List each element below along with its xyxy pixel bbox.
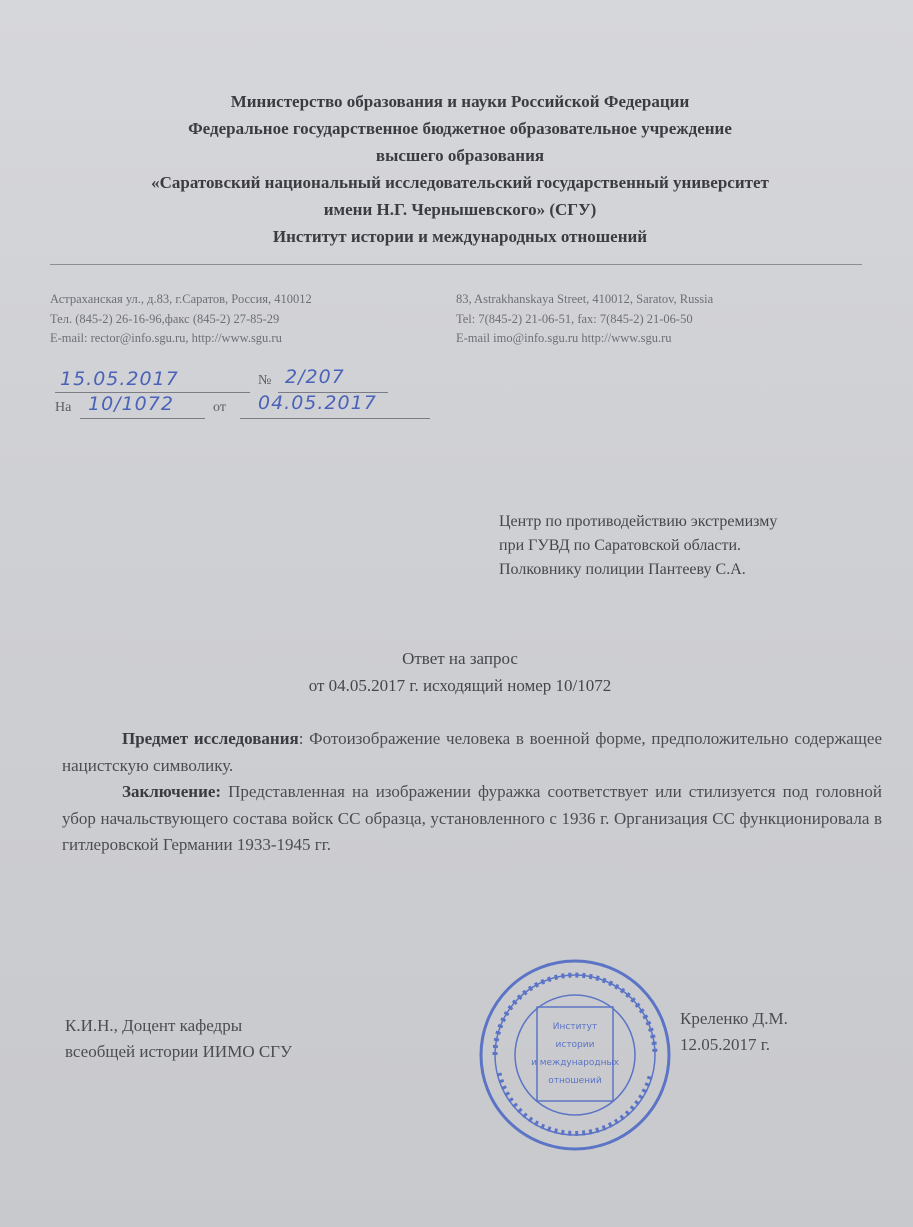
reference-number: 10/1072: [88, 393, 174, 415]
letterhead-institution-type: Федеральное государственное бюджетное образовательное учреждение: [188, 119, 732, 138]
letterhead-ministry: Министерство образования и науки Российской Федерации: [230, 92, 690, 111]
addressee-department: при ГУВД по Саратовской области.: [499, 537, 742, 554]
addressee-person: Полковнику полиции Пантееву С.А.: [499, 561, 746, 578]
registration-date: 15.05.2017: [60, 368, 179, 390]
number-label: №: [258, 373, 272, 388]
subject-paragraph: [62, 726, 882, 779]
signatory-title: К.И.Н., Доцент кафедры: [65, 1016, 243, 1035]
subject-text: : Фотоизображение человека в военной форме, предположительно содержащее нацистскую символику.: [62, 729, 882, 775]
reference-label: На: [55, 400, 72, 415]
addressee-block: [499, 510, 879, 582]
stamp-line-2: истории: [555, 1040, 595, 1050]
signatory-position: [65, 1013, 425, 1065]
conclusion-text: Представленная на изображении фуражка соответствует или стилизуется под головной убор начальствующего состава войск СС образца, установленного с 1936 г. Организация СС функционировала в гитлеровской Германии 1933-1945 гг.: [62, 782, 882, 854]
from-label: от: [213, 400, 226, 415]
stamp-line-4: отношений: [548, 1076, 602, 1086]
answer-subtitle: от 04.05.2017 г. исходящий номер 10/1072: [308, 676, 612, 695]
letterhead-institute: Институт истории и международных отношений: [272, 227, 648, 246]
letterhead-education-level: высшего образования: [375, 146, 545, 165]
reference-date: 04.05.2017: [258, 392, 377, 414]
contact-phone-en: Tel: 7(845-2) 21-06-51, fax: 7(845-2) 21-06-50: [456, 311, 693, 326]
letterhead: [60, 88, 860, 250]
document-body: [62, 726, 882, 859]
stamp-line-1: Институт: [552, 1022, 598, 1032]
signature-date: 12.05.2017 г.: [680, 1035, 771, 1054]
contacts-english: [456, 290, 876, 349]
answer-heading: [150, 645, 770, 699]
addressee-organization: Центр по противодействию экстремизму: [499, 513, 778, 530]
signatory-name-block: [680, 1006, 880, 1058]
registration-number: 2/207: [285, 366, 345, 388]
subject-label: Предмет исследования: [122, 729, 299, 748]
contact-phone-ru: Тел. (845-2) 26-16-96,факс (845-2) 27-85-29: [50, 311, 280, 326]
ref-number-underline: [80, 418, 205, 419]
ref-date-underline: [240, 418, 430, 419]
institute-stamp: [475, 955, 675, 1155]
letterhead-divider: [50, 264, 862, 265]
conclusion-label: Заключение:: [122, 782, 222, 801]
letterhead-university-name: «Саратовский национальный исследовательский государственный университет: [151, 173, 769, 192]
contacts-russian: [50, 290, 440, 349]
answer-title: Ответ на запрос: [402, 649, 518, 668]
letterhead-university-name-cont: имени Н.Г. Чернышевского» (СГУ): [323, 200, 597, 219]
stamp-line-3: и международных: [531, 1058, 619, 1068]
signatory-name: Креленко Д.М.: [680, 1009, 788, 1028]
contact-email-en: E-mail imo@info.sgu.ru http://www.sgu.ru: [456, 331, 672, 345]
signatory-department: всеобщей истории ИИМО СГУ: [65, 1042, 293, 1061]
conclusion-paragraph: [62, 779, 882, 859]
contact-email-ru: E-mail: rector@info.sgu.ru, http://www.sgu.ru: [50, 331, 282, 345]
contact-address-en: 83, Astrakhanskaya Street, 410012, Saratov, Russia: [456, 292, 714, 306]
contact-address-ru: Астраханская ул., д.83, г.Саратов, Россия, 410012: [50, 292, 312, 306]
